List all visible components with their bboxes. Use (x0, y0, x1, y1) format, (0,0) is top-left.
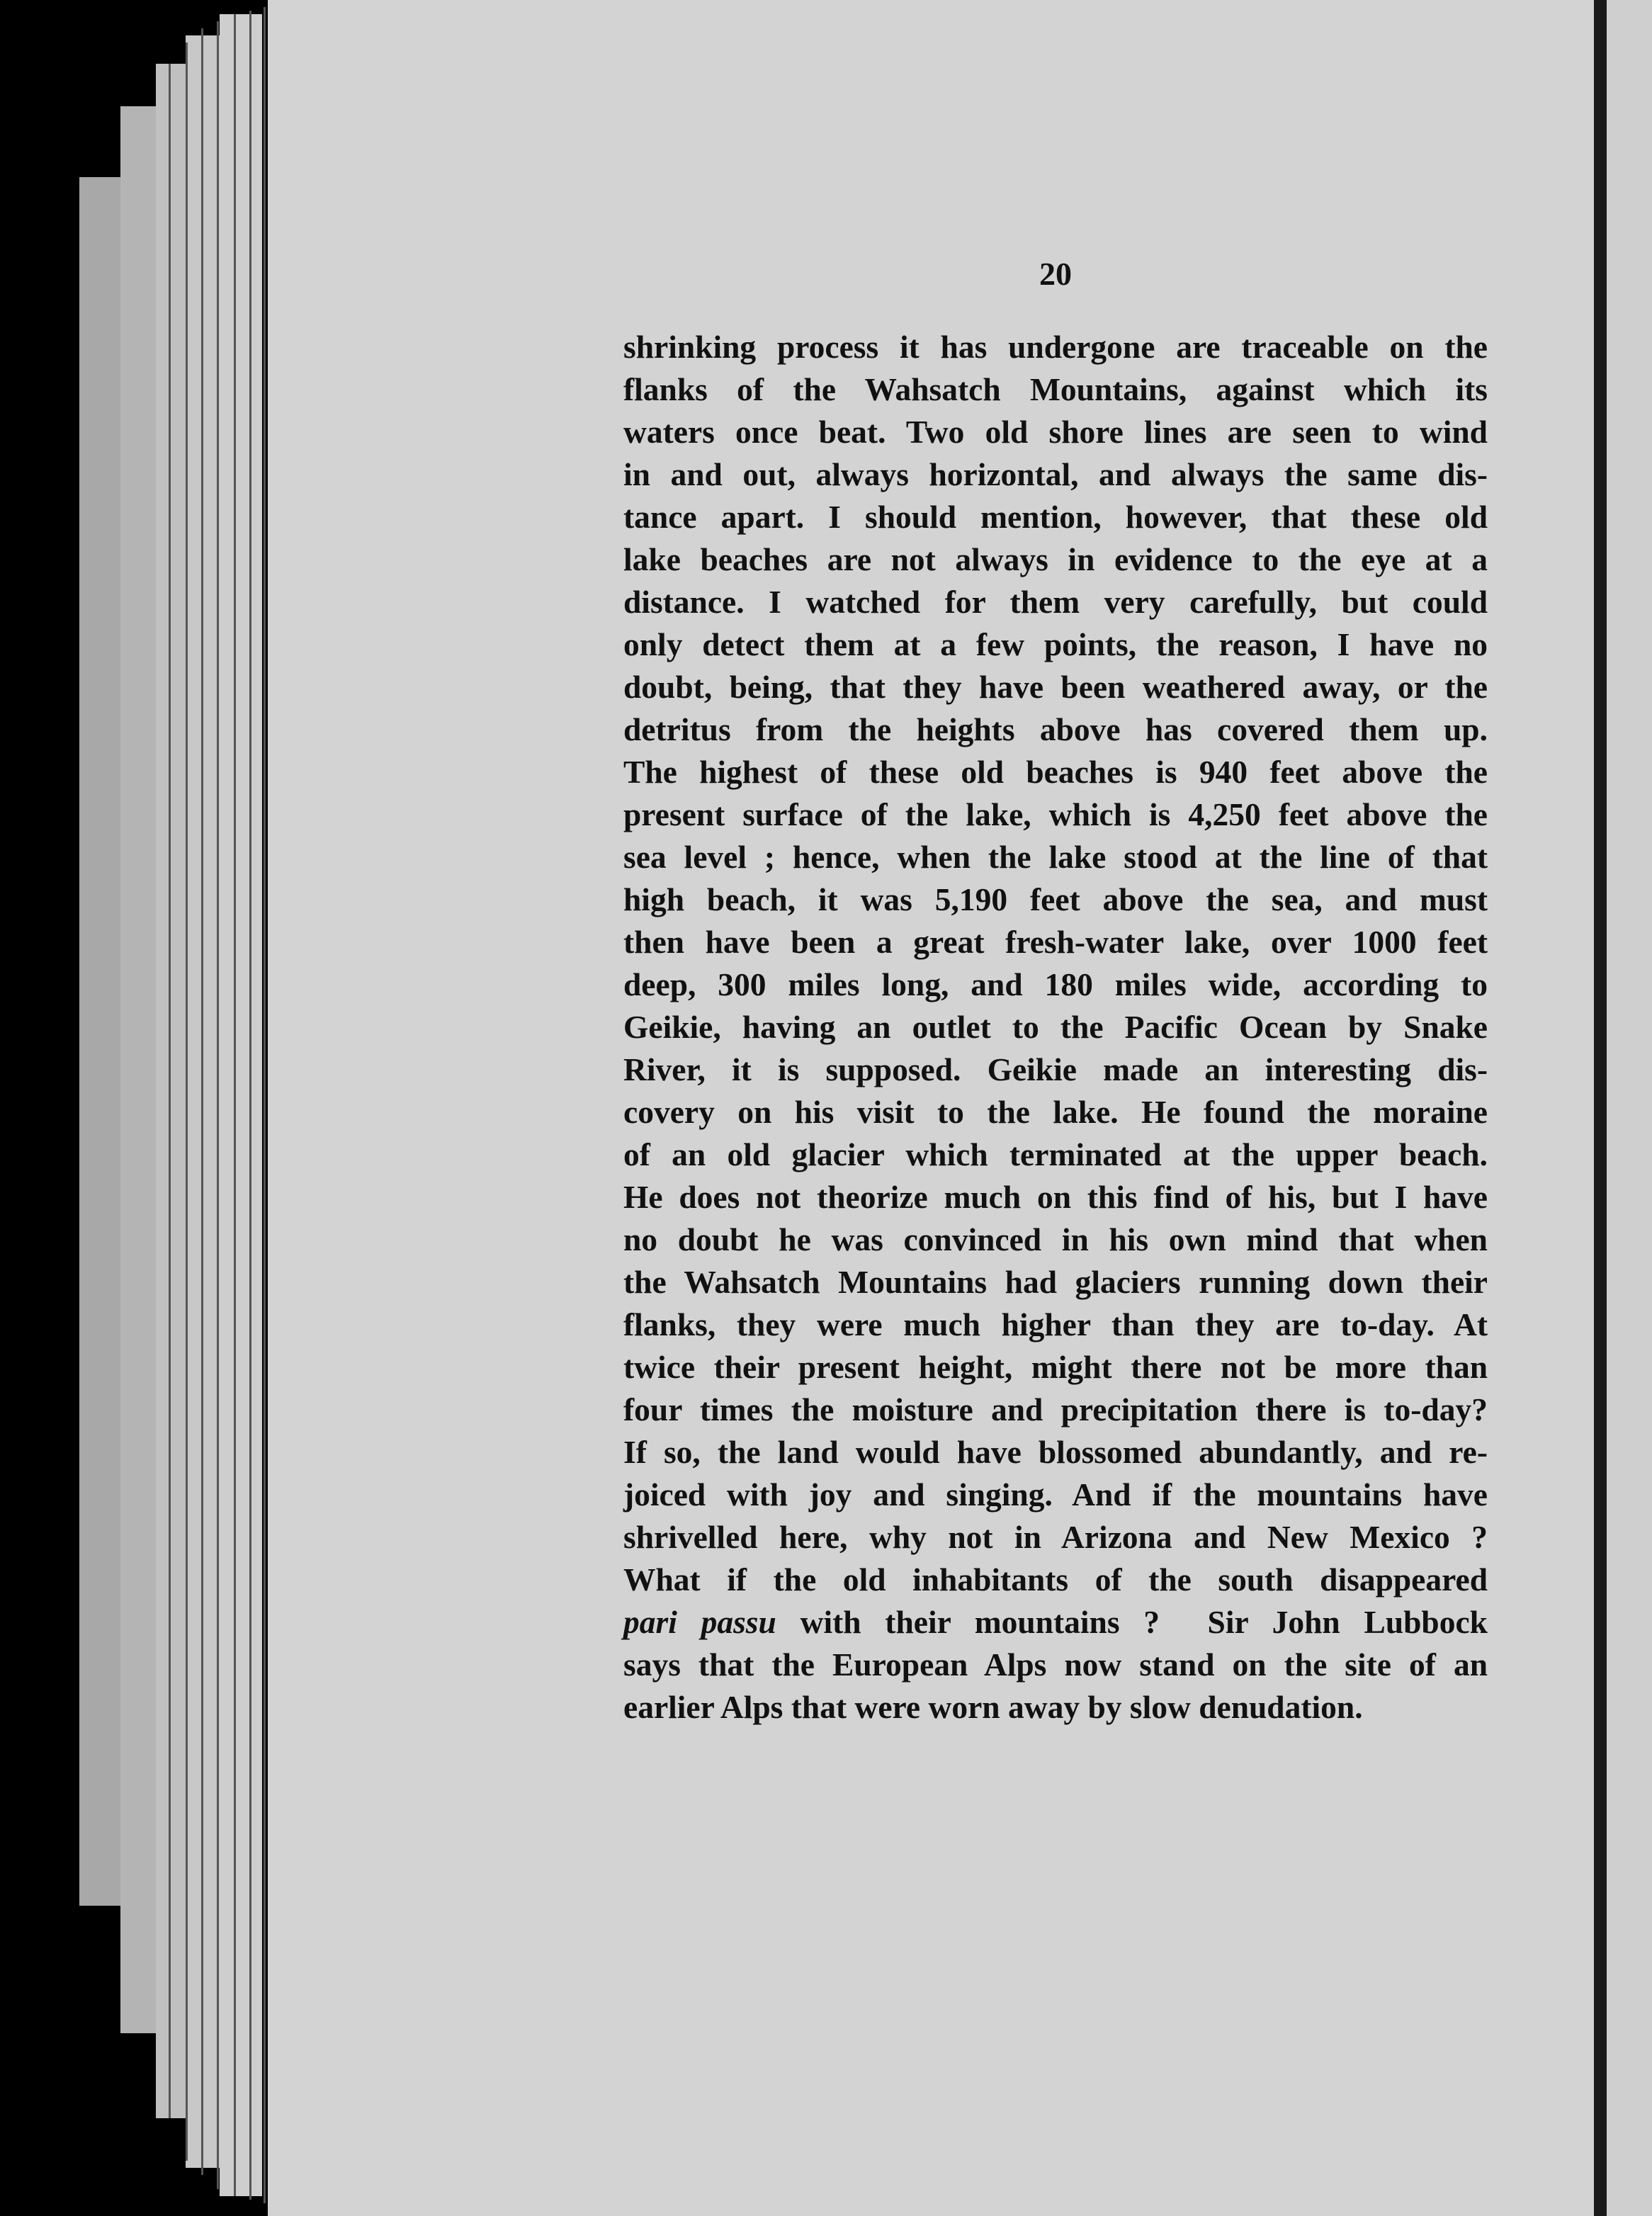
text-line: the Wahsatch Mountains had glaciers running down their (623, 1264, 1488, 1300)
text-line: River, it is supposed. Geikie made an interesting dis- (623, 1051, 1488, 1087)
text-line: lake beaches are not always in evidence to the eye at a (623, 541, 1488, 577)
text-line-italic (623, 1601, 1488, 1644)
text-line: doubt, being, that they have been weathered away, or the (623, 669, 1488, 705)
page-edge-line (201, 28, 203, 2175)
text-line: waters once beat. Two old shore lines are seen to wind (623, 414, 1488, 450)
text-line: shrinking process it has undergone are traceable on the (623, 329, 1488, 365)
text-line: flanks of the Wahsatch Mountains, against which its (623, 371, 1488, 407)
text-line: covery on his visit to the lake. He found the moraine (623, 1094, 1488, 1130)
text-line: twice their present height, might there not be more than (623, 1349, 1488, 1385)
text-line: flanks, they were much higher than they are to-day. At (623, 1306, 1488, 1342)
text-line: distance. I watched for them very carefully, but could (623, 584, 1488, 620)
page-number: 20 (1039, 256, 1072, 292)
text-line: present surface of the lake, which is 4,250 feet above the (623, 796, 1488, 832)
text-line: in and out, always horizontal, and always the same dis- (623, 456, 1488, 492)
text-line: shrivelled here, why not in Arizona and New Mexico ? (623, 1519, 1488, 1555)
text-line: earlier Alps that were worn away by slow denudation. (623, 1689, 1363, 1725)
text-line: joiced with joy and singing. And if the mountains have (623, 1476, 1488, 1513)
text-line: high beach, it was 5,190 feet above the sea, and must (623, 881, 1488, 917)
page-edge-line (186, 43, 188, 2161)
page-edge (220, 14, 262, 2196)
text-line: sea level ; hence, when the lake stood at the line of that (623, 839, 1488, 875)
text-line: The highest of these old beaches is 940 feet above the (623, 754, 1488, 790)
text-line: tance apart. I should mention, however, that these old (623, 499, 1488, 535)
text-line: He does not theorize much on this find of his, but I have (623, 1179, 1488, 1215)
text-line: If so, the land would have blossomed abundantly, and re- (623, 1434, 1488, 1470)
text-line: Geikie, having an outlet to the Pacific Ocean by Snake (623, 1009, 1488, 1045)
page-edge-line (264, 7, 266, 2203)
text-line: deep, 300 miles long, and 180 miles wide, according to (623, 966, 1488, 1002)
text-line: no doubt he was convinced in his own mind that when (623, 1221, 1488, 1257)
text-line: four times the moisture and precipitation there is to-day? (623, 1391, 1488, 1428)
page-gutter (1594, 0, 1607, 2216)
text-line: says that the European Alps now stand on the site of an (623, 1646, 1488, 1683)
text-line: What if the old inhabitants of the south disappeared (623, 1561, 1488, 1598)
text-line: only detect them at a few points, the reason, I have no (623, 626, 1488, 662)
text-line: of an old glacier which terminated at the upper beach. (623, 1136, 1488, 1172)
page-edge-line (249, 11, 251, 2200)
page-edge-line (217, 21, 219, 2189)
body-text (623, 326, 1488, 1729)
text-line: then have been a great fresh-water lake, over 1000 feet (623, 924, 1488, 960)
page-edge-line (234, 14, 236, 2196)
text-line-rest: with their mountains ? Sir John Lubbock (776, 1604, 1488, 1640)
text-line: detritus from the heights above has covered them up. (623, 711, 1488, 747)
italic-phrase: pari passu (623, 1604, 776, 1640)
page-edge-line (169, 64, 171, 2118)
facing-page-edge (1607, 0, 1652, 2216)
